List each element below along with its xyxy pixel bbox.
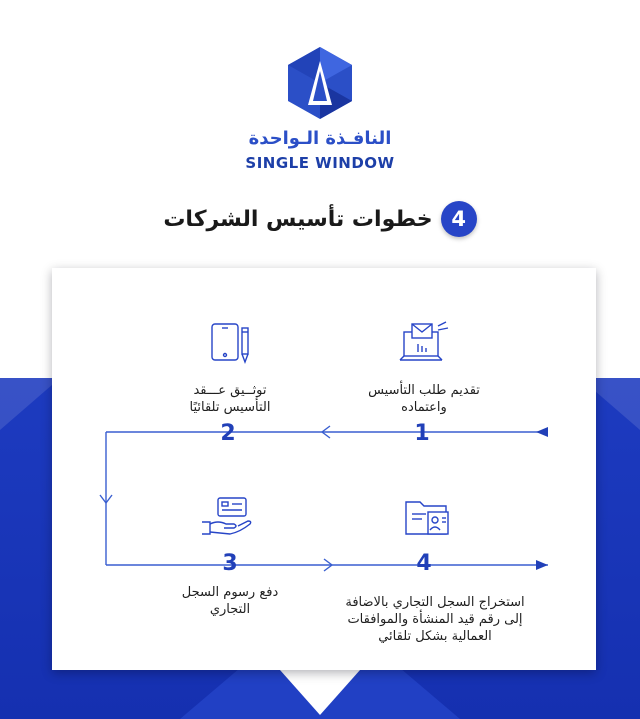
step-2-label-line1: توثــيق عـــقد [193,383,267,398]
brand-name-english: SINGLE WINDOW [245,154,395,172]
step-3-label-line1: دفع رسوم السجل [181,585,279,600]
step-2-number: 2 [220,421,236,446]
laptop-mail-icon [398,320,450,366]
page-title: خطوات تأسيس الشركات [163,206,433,232]
step-1-number: 1 [414,421,430,446]
step-3-label [150,584,310,618]
step-3-label-line2: التجاري [209,602,251,617]
step-4-number: 4 [416,551,432,576]
step-1-label-line2: واعتماده [401,400,447,415]
step-3-number: 3 [222,551,238,576]
step-4-label-line2: إلى رقم قيد المنشأة والموافقات [347,612,523,627]
step-1-label-line1: تقديم طلب التأسيس [368,383,480,398]
steps-count-badge: 4 [441,201,477,237]
step-4-label [330,594,540,645]
folder-document-icon [402,494,452,540]
tablet-pen-icon [206,320,256,366]
step-2-label-line2: التأسيس تلقائيًا [189,400,271,415]
hand-card-icon [200,494,256,540]
step-2-label [150,382,310,416]
step-1-label [352,382,496,416]
step-4-label-line3: العمالية بشكل تلقائي [378,629,492,644]
brand-name-arabic: النافـذة الـواحدة [248,128,392,149]
step-4-label-line1: استخراج السجل التجاري بالاضافة [345,595,525,610]
